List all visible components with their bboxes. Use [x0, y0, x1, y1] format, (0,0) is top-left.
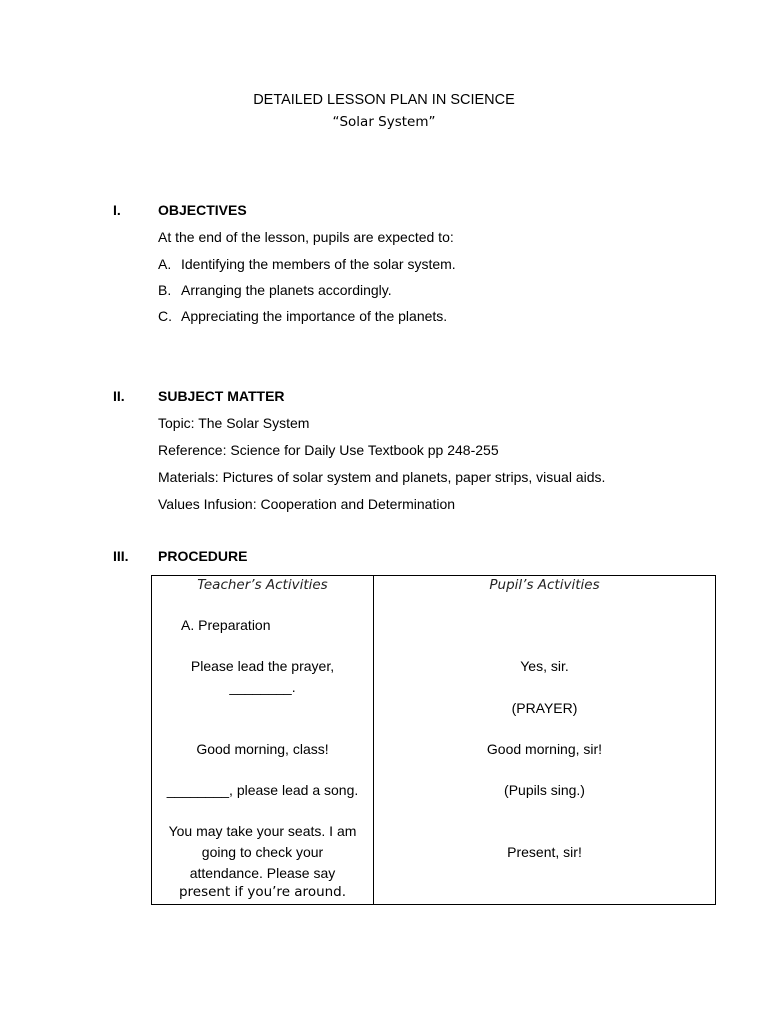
section-number-objectives: I.: [113, 202, 121, 218]
teacher-seats-line-1: You may take your seats. I am: [168, 823, 357, 839]
pupil-prayer: (PRAYER): [511, 700, 578, 716]
subject-reference: Reference: Science for Daily Use Textbook pp 248-255: [158, 442, 499, 458]
objective-item: [158, 282, 392, 298]
section-heading-procedure: PROCEDURE: [158, 548, 248, 564]
teacher-prayer-line-2: ________.: [229, 679, 296, 695]
document-subtitle: “Solar System”: [332, 114, 436, 130]
subject-topic: Topic: The Solar System: [158, 415, 310, 431]
subject-materials: Materials: Pictures of solar system and planets, paper strips, visual aids.: [158, 469, 606, 485]
teacher-activities-header: Teacher’s Activities: [197, 577, 328, 593]
objective-item: [158, 308, 447, 324]
teacher-prayer-line-1: Please lead the prayer,: [190, 658, 335, 674]
objective-text: Identifying the members of the solar system.: [181, 256, 456, 272]
document-title: DETAILED LESSON PLAN IN SCIENCE: [253, 92, 515, 108]
teacher-seats-line-4: present if you’re around.: [178, 884, 347, 900]
pupil-activities-header: Pupil’s Activities: [489, 577, 600, 593]
objectives-intro: At the end of the lesson, pupils are expected to:: [158, 229, 454, 245]
pupil-present: Present, sir!: [507, 844, 582, 860]
section-heading-subject-matter: SUBJECT MATTER: [158, 388, 285, 404]
section-heading-objectives: OBJECTIVES: [158, 202, 247, 218]
teacher-song-request: ________, please lead a song.: [166, 782, 359, 798]
objective-text: Arranging the planets accordingly.: [181, 282, 392, 298]
pupil-yes-response: Yes, sir.: [520, 658, 569, 674]
teacher-seats-line-3: attendance. Please say: [189, 865, 336, 881]
objective-letter: C.: [158, 308, 172, 324]
section-number-procedure: III.: [113, 548, 129, 564]
preparation-label: A. Preparation: [181, 617, 271, 633]
section-number-subject-matter: II.: [113, 388, 125, 404]
objective-item: [158, 256, 456, 272]
objective-letter: B.: [158, 282, 172, 298]
objective-text: Appreciating the importance of the planets.: [181, 308, 448, 324]
teacher-greeting: Good morning, class!: [196, 741, 329, 757]
objective-letter: A.: [158, 256, 172, 272]
teacher-seats-line-2: going to check your: [201, 844, 324, 860]
procedure-table: [151, 575, 716, 905]
pupil-sing: (Pupils sing.): [504, 782, 585, 798]
subject-values: Values Infusion: Cooperation and Determination: [158, 496, 456, 512]
pupil-greeting: Good morning, sir!: [486, 741, 603, 757]
